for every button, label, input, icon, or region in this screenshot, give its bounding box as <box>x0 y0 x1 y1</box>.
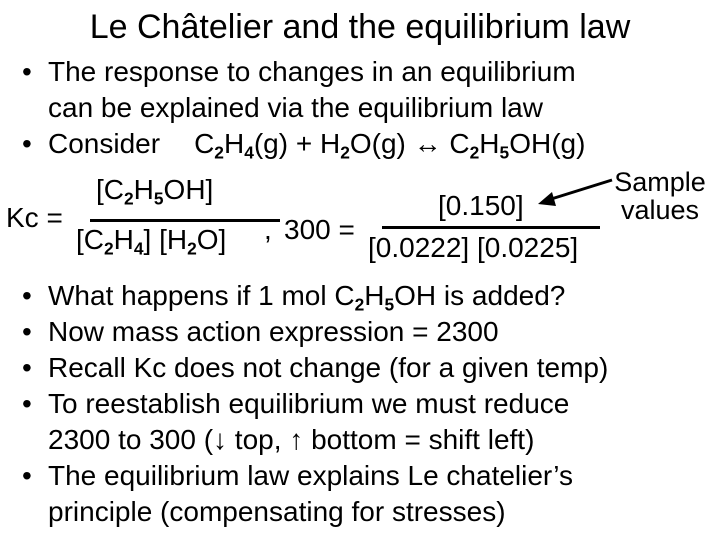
equilibrium-arrow-icon: ↔ <box>413 128 442 159</box>
bullet-marker: • <box>22 316 32 347</box>
subscript: 2 <box>469 142 480 163</box>
bullet-marker: • <box>22 280 32 311</box>
formula-part: H <box>113 224 134 255</box>
formula-part: [C <box>96 174 124 205</box>
expr-comma: , <box>264 214 272 245</box>
text-part: top, <box>227 424 290 455</box>
formula-part: What happens if 1 mol C <box>48 280 355 311</box>
value-denominator: [0.0222] [0.0225] <box>368 232 579 263</box>
formula-part: C <box>194 128 215 159</box>
subscript: 2 <box>124 188 134 209</box>
kc-numerator <box>96 174 214 209</box>
subscript: 5 <box>384 294 395 315</box>
formula-part: O] <box>196 224 227 255</box>
value-numerator: [0.150] <box>438 190 524 221</box>
formula-part: ] [H <box>143 224 188 255</box>
bullet-text-line2: can be explained via the equilibrium law <box>48 92 543 123</box>
formula-part: OH is added? <box>394 280 566 311</box>
formula-part: H <box>364 280 385 311</box>
formula-part: (g) + H <box>253 128 341 159</box>
sample-label-line2: values <box>620 195 700 226</box>
subscript: 2 <box>214 142 224 163</box>
bullet-marker: • <box>22 388 32 419</box>
reaction-line <box>48 128 586 163</box>
formula-part: H <box>133 174 154 205</box>
bullet-text-line1: The response to changes in an equilibrium <box>48 56 576 87</box>
subscript: 5 <box>499 142 510 163</box>
subscript: 2 <box>354 294 365 315</box>
bullet-text-line2: principle (compensating for stresses) <box>48 496 506 527</box>
value-fraction-bar <box>382 226 600 229</box>
slide-title: Le Châtelier and the equilibrium law <box>89 8 631 46</box>
text-part: 2300 to 300 ( <box>48 424 214 455</box>
bullet-text <box>48 280 566 315</box>
bullet-marker: • <box>22 460 32 491</box>
subscript: 2 <box>187 238 197 259</box>
bullet-text-line1: The equilibrium law explains Le chatelier’s <box>48 460 574 491</box>
down-arrow-icon: ↓ <box>213 424 228 455</box>
formula-part: H <box>479 128 500 159</box>
subscript: 4 <box>244 142 254 163</box>
bullet-marker: • <box>22 128 32 159</box>
value-lhs: 300 = <box>284 214 355 245</box>
bullet-text-line2 <box>48 426 534 454</box>
formula-part: [C <box>76 224 104 255</box>
kc-fraction-bar <box>90 219 280 222</box>
text-part: bottom = shift left) <box>303 424 535 455</box>
bullet-marker: • <box>22 56 32 87</box>
formula-part: O(g) <box>349 128 414 159</box>
kc-label: Kc = <box>6 202 63 233</box>
subscript: 5 <box>153 188 164 209</box>
formula-part: C <box>441 128 470 159</box>
pointer-arrow-icon <box>530 170 620 210</box>
bullet-text: Recall Kc does not change (for a given temp) <box>48 352 609 383</box>
bullet-text: Now mass action expression = 2300 <box>48 316 499 347</box>
consider-label: Consider <box>48 128 161 159</box>
kc-denominator <box>76 224 227 259</box>
subscript: 4 <box>133 238 144 259</box>
subscript: 2 <box>104 238 114 259</box>
sample-label-line1: Sample <box>614 167 706 197</box>
bullet-text-line1: To reestablish equilibrium we must reduce <box>48 388 570 419</box>
sample-values-label <box>604 168 716 225</box>
formula-part: H <box>223 128 245 159</box>
formula-part: OH] <box>163 174 214 205</box>
up-arrow-icon: ↑ <box>289 424 304 455</box>
formula-part: OH(g) <box>509 128 586 159</box>
bullet-marker: • <box>22 352 32 383</box>
subscript: 2 <box>340 142 350 163</box>
